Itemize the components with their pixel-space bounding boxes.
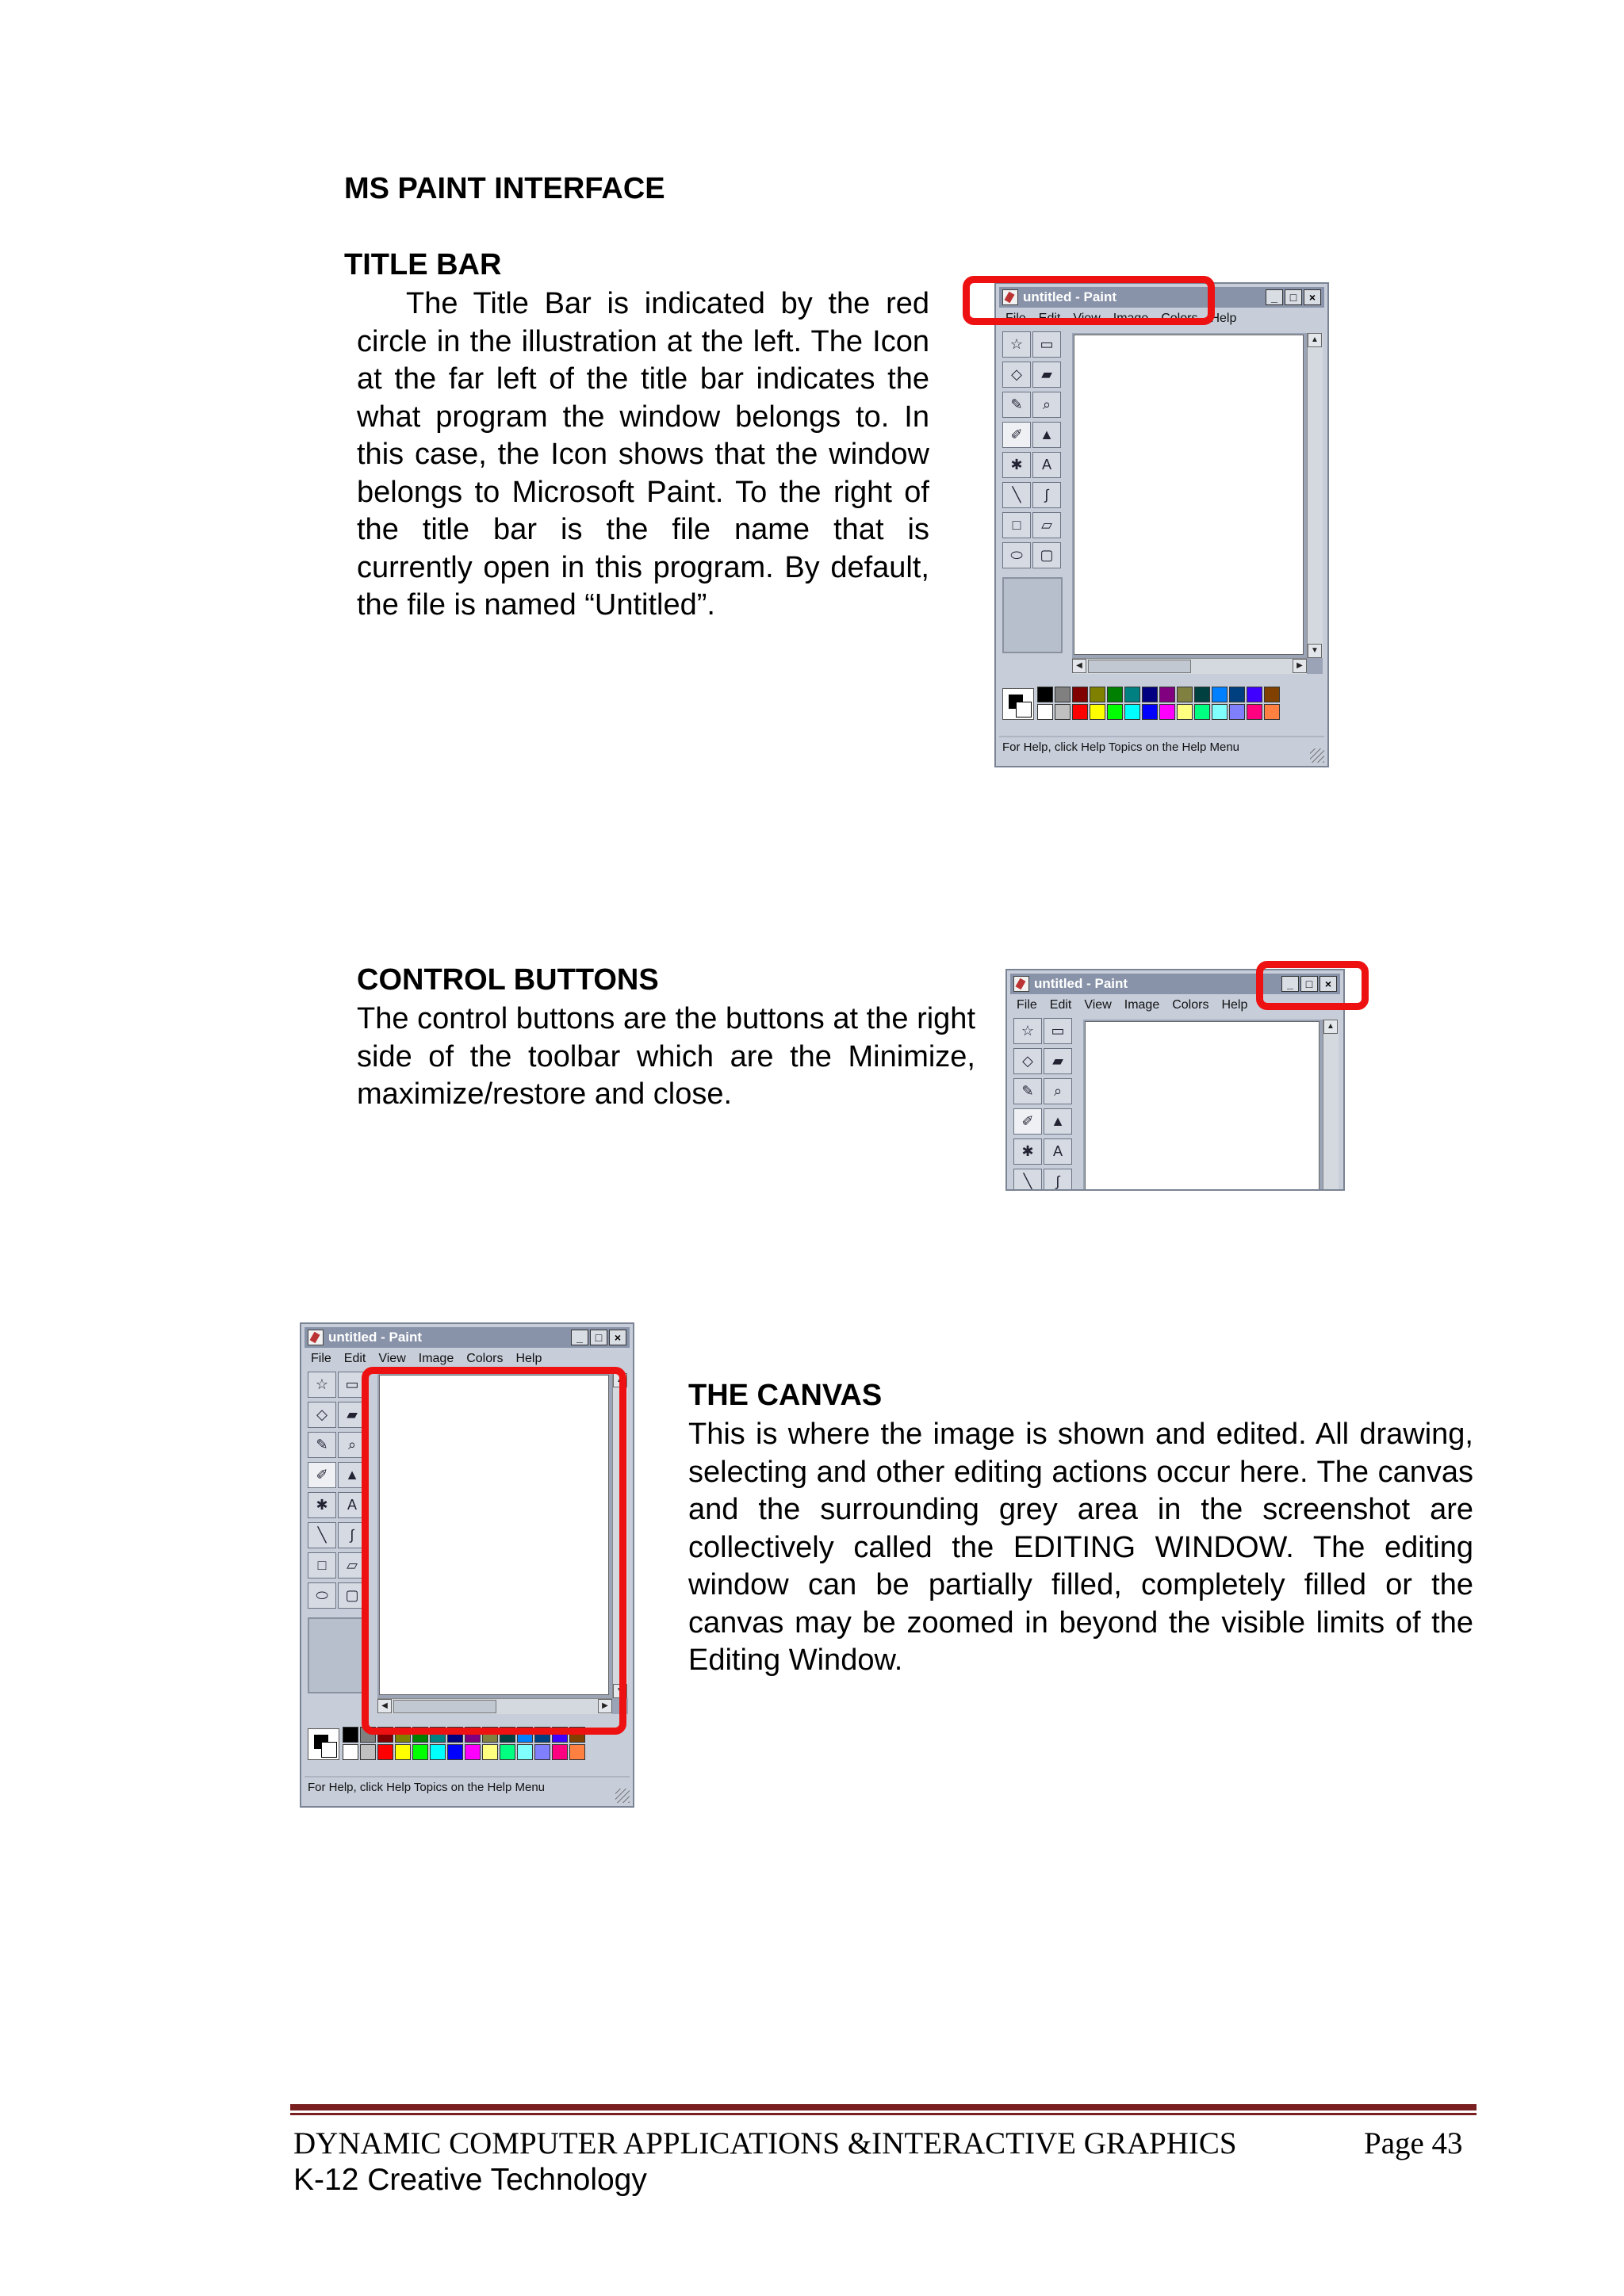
window-controls (1266, 289, 1321, 305)
menu-colors[interactable]: Colors (1161, 312, 1198, 325)
close-button[interactable]: × (1304, 289, 1321, 305)
menu-edit[interactable]: Edit (1049, 998, 1072, 1012)
palette-swatch[interactable] (1142, 687, 1158, 702)
line-tool-icon[interactable]: ╲ (1002, 482, 1031, 508)
eraser-tool-icon[interactable]: ◇ (1002, 362, 1031, 388)
canvas[interactable] (1085, 1021, 1320, 1191)
magnifier-tool-icon[interactable]: ⌕ (1044, 1078, 1072, 1104)
palette-swatch[interactable] (343, 1744, 358, 1760)
palette-swatch[interactable] (1159, 687, 1175, 702)
rect-select-tool-icon[interactable]: ▭ (1044, 1018, 1072, 1044)
status-bar (999, 736, 1324, 758)
control-buttons-description: The control buttons are the buttons at the right side of the toolbar which are the Minimize, maximize/restore and close. (357, 1002, 975, 1111)
editing-window (1083, 1020, 1339, 1191)
palette-swatch[interactable] (1212, 704, 1228, 720)
menu-colors[interactable]: Colors (466, 1352, 504, 1365)
editing-window (1072, 333, 1323, 674)
curve-tool-icon[interactable]: ∫ (1044, 1169, 1072, 1191)
fill-tool-icon[interactable]: ▰ (1044, 1048, 1072, 1074)
scroll-left-icon[interactable]: ◀ (1072, 659, 1086, 673)
menu-bar (999, 309, 1324, 328)
color-palette (1002, 685, 1320, 725)
line-tool-icon[interactable]: ╲ (308, 1522, 336, 1548)
palette-swatch[interactable] (482, 1744, 498, 1760)
palette-swatch[interactable] (1090, 704, 1105, 720)
menu-file[interactable]: File (1005, 312, 1026, 325)
airbrush-tool-icon[interactable]: ✱ (1013, 1138, 1042, 1165)
paint-app-icon (308, 1330, 324, 1345)
tool-options-box (1002, 577, 1063, 653)
palette-swatch[interactable] (1177, 704, 1193, 720)
polygon-tool-icon[interactable]: ▱ (338, 1552, 366, 1578)
palette-swatch[interactable] (534, 1727, 550, 1743)
palette-swatch[interactable] (1212, 687, 1228, 702)
palette-swatch[interactable] (447, 1727, 463, 1743)
airbrush-tool-icon[interactable]: ✱ (1002, 452, 1031, 478)
palette-swatch[interactable] (1247, 687, 1262, 702)
minimize-button[interactable]: _ (571, 1330, 588, 1345)
rectangle-tool-icon[interactable]: □ (308, 1552, 336, 1578)
palette-swatch[interactable] (1037, 704, 1053, 720)
palette-swatch[interactable] (1159, 704, 1175, 720)
polygon-tool-icon[interactable]: ▱ (1032, 512, 1061, 538)
palette-swatch[interactable] (1194, 687, 1210, 702)
palette-swatch[interactable] (1055, 704, 1071, 720)
window-title: untitled - Paint (328, 1330, 423, 1345)
color-picker-tool-icon[interactable]: ✎ (308, 1432, 336, 1458)
pencil-tool-icon[interactable]: ✐ (1002, 422, 1031, 448)
palette-swatch[interactable] (360, 1744, 376, 1760)
menu-image[interactable]: Image (1124, 998, 1160, 1012)
background-color (1016, 702, 1032, 718)
close-button[interactable]: × (609, 1330, 626, 1345)
current-colors[interactable] (1002, 688, 1034, 720)
eraser-tool-icon[interactable]: ◇ (1013, 1048, 1042, 1074)
palette-swatch[interactable] (534, 1744, 550, 1760)
menu-view[interactable]: View (1073, 312, 1101, 325)
text-tool-icon[interactable]: A (1032, 452, 1061, 478)
footer-rule-thick (290, 2104, 1477, 2110)
magnifier-tool-icon[interactable]: ⌕ (1032, 392, 1061, 418)
color-palette (308, 1725, 625, 1765)
vertical-scrollbar[interactable] (1307, 333, 1323, 658)
footer-course-title: DYNAMIC COMPUTER APPLICATIONS &INTERACTIVE GRAPHICS (293, 2126, 1237, 2160)
palette-swatch[interactable] (377, 1727, 393, 1743)
palette-swatch[interactable] (430, 1727, 446, 1743)
palette-swatch[interactable] (552, 1744, 568, 1760)
menu-help[interactable]: Help (1221, 998, 1248, 1012)
color-picker-tool-icon[interactable]: ✎ (1013, 1078, 1042, 1104)
scroll-thumb[interactable] (1088, 660, 1191, 673)
window-controls (571, 1330, 626, 1345)
maximize-button[interactable]: □ (590, 1330, 607, 1345)
curve-tool-icon[interactable]: ∫ (338, 1522, 366, 1548)
paint-window-screenshot-2 (1005, 969, 1345, 1191)
background-color (321, 1742, 337, 1758)
menu-image[interactable]: Image (1113, 312, 1149, 325)
menu-file[interactable]: File (311, 1352, 331, 1365)
palette-swatch[interactable] (1107, 704, 1123, 720)
palette-swatch[interactable] (343, 1727, 358, 1743)
footer-subtitle: K-12 Creative Technology (293, 2163, 647, 2197)
palette-swatch[interactable] (1124, 687, 1140, 702)
maximize-button[interactable]: □ (1285, 289, 1302, 305)
canvas-heading: THE CANVAS (688, 1379, 883, 1412)
status-bar (304, 1776, 630, 1798)
airbrush-tool-icon[interactable]: ✱ (308, 1492, 336, 1518)
palette-swatch[interactable] (1055, 687, 1071, 702)
page-title: MS PAINT INTERFACE (344, 172, 665, 205)
palette-swatch[interactable] (1072, 687, 1088, 702)
title-bar-heading: TITLE BAR (344, 248, 502, 281)
title-bar (304, 1327, 630, 1348)
window-title: untitled - Paint (1034, 976, 1128, 991)
palette-swatch[interactable] (377, 1744, 393, 1760)
control-buttons-heading: CONTROL BUTTONS (357, 963, 659, 997)
canvas[interactable] (1074, 335, 1304, 655)
palette-swatch[interactable] (517, 1727, 533, 1743)
close-button[interactable]: × (1320, 976, 1337, 992)
tool-options-box (308, 1617, 368, 1693)
palette-swatch[interactable] (1037, 687, 1053, 702)
menu-view[interactable]: View (1084, 998, 1112, 1012)
palette-swatch[interactable] (500, 1727, 515, 1743)
footer-page-number: Page 43 (1364, 2126, 1463, 2160)
resize-grip-icon[interactable] (615, 1789, 630, 1803)
window-title: untitled - Paint (1023, 289, 1117, 304)
palette-swatch[interactable] (395, 1727, 411, 1743)
scroll-up-icon[interactable]: ▲ (613, 1373, 627, 1387)
editing-window (377, 1373, 628, 1714)
title-bar-description: The Title Bar is indicated by the red circle in the illustration at the left. The Icon at the far left of the title bar indicates the what program the window belongs to. In this case, the Icon shows that the window belongs to Microsoft Paint. To the right of the title bar is the file name that is currently open in this program. By default, the file is named “Untitled”. (357, 287, 929, 622)
paint-app-icon (1013, 976, 1029, 992)
brush-tool-icon[interactable]: ▲ (1032, 422, 1061, 448)
scroll-up-icon[interactable]: ▲ (1323, 1020, 1338, 1034)
palette-swatch[interactable] (500, 1744, 515, 1760)
rect-select-tool-icon[interactable]: ▭ (338, 1372, 366, 1398)
palette-swatch[interactable] (1072, 704, 1088, 720)
scroll-down-icon[interactable]: ▼ (613, 1684, 627, 1698)
palette-swatch[interactable] (1264, 704, 1280, 720)
palette-swatch[interactable] (1194, 704, 1210, 720)
palette-swatch[interactable] (1142, 704, 1158, 720)
minimize-button[interactable]: _ (1266, 289, 1283, 305)
ellipse-tool-icon[interactable]: ⬭ (1002, 542, 1031, 568)
palette-swatch[interactable] (412, 1727, 428, 1743)
pencil-tool-icon[interactable]: ✐ (1013, 1108, 1042, 1135)
free-select-tool-icon[interactable]: ☆ (308, 1372, 336, 1398)
ellipse-tool-icon[interactable]: ⬭ (308, 1582, 336, 1609)
text-tool-icon[interactable]: A (338, 1492, 366, 1518)
scroll-right-icon[interactable]: ▶ (1293, 659, 1307, 673)
rect-select-tool-icon[interactable]: ▭ (1032, 331, 1061, 358)
canvas[interactable] (379, 1375, 609, 1695)
vertical-scrollbar[interactable] (1323, 1020, 1339, 1191)
window-controls (1281, 976, 1337, 992)
resize-grip-icon[interactable] (1310, 748, 1324, 763)
fill-tool-icon[interactable]: ▰ (1032, 362, 1061, 388)
palette-swatch[interactable] (465, 1744, 481, 1760)
fill-tool-icon[interactable]: ▰ (338, 1402, 366, 1428)
palette-swatch[interactable] (395, 1744, 411, 1760)
canvas-description: This is where the image is shown and edited. All drawing, selecting and other editing actions occur here. The canvas and the surrounding grey area in the screenshot are collectively called the EDITING WINDOW. The editing window can be partially filled, completely filled or the canvas may be zoomed in beyond the visible limits of the Editing Window. (688, 1418, 1473, 1677)
palette-swatch[interactable] (1177, 687, 1193, 702)
menu-edit[interactable]: Edit (343, 1352, 366, 1365)
palette-swatch[interactable] (1247, 704, 1262, 720)
palette-swatch[interactable] (1090, 687, 1105, 702)
free-select-tool-icon[interactable]: ☆ (1002, 331, 1031, 358)
menu-help[interactable]: Help (1210, 312, 1237, 325)
vertical-scrollbar[interactable] (612, 1373, 628, 1698)
menu-file[interactable]: File (1017, 998, 1037, 1012)
palette-swatch[interactable] (482, 1727, 498, 1743)
palette-swatch[interactable] (360, 1727, 376, 1743)
palette-swatch[interactable] (1229, 687, 1245, 702)
palette-swatch[interactable] (1264, 687, 1280, 702)
paint-window-screenshot-3 (300, 1322, 634, 1808)
line-tool-icon[interactable]: ╲ (1013, 1169, 1042, 1191)
free-select-tool-icon[interactable]: ☆ (1013, 1018, 1042, 1044)
palette-swatch[interactable] (569, 1744, 585, 1760)
magnifier-tool-icon[interactable]: ⌕ (338, 1432, 366, 1458)
menu-bar (304, 1349, 630, 1368)
menu-help[interactable]: Help (515, 1352, 542, 1365)
color-picker-tool-icon[interactable]: ✎ (1002, 392, 1031, 418)
minimize-button[interactable]: _ (1281, 976, 1299, 992)
scroll-up-icon[interactable]: ▲ (1308, 333, 1322, 347)
eraser-tool-icon[interactable]: ◇ (308, 1402, 336, 1428)
palette-swatch[interactable] (1124, 704, 1140, 720)
palette-swatch[interactable] (569, 1727, 585, 1743)
text-tool-icon[interactable]: A (1044, 1138, 1072, 1165)
status-text: For Help, click Help Topics on the Help Menu (308, 1781, 546, 1794)
palette-swatch[interactable] (465, 1727, 481, 1743)
scroll-right-icon[interactable]: ▶ (598, 1699, 612, 1713)
paint-app-icon (1002, 289, 1018, 305)
palette-swatch[interactable] (552, 1727, 568, 1743)
menu-edit[interactable]: Edit (1038, 312, 1061, 325)
brush-tool-icon[interactable]: ▲ (338, 1462, 366, 1488)
rounded-rect-tool-icon[interactable]: ▢ (338, 1582, 366, 1609)
rectangle-tool-icon[interactable]: □ (1002, 512, 1031, 538)
scroll-thumb[interactable] (393, 1700, 496, 1713)
maximize-button[interactable]: □ (1300, 976, 1318, 992)
scroll-left-icon[interactable]: ◀ (377, 1699, 392, 1713)
paint-window-screenshot-1 (994, 282, 1329, 767)
curve-tool-icon[interactable]: ∫ (1032, 482, 1061, 508)
palette-swatch[interactable] (430, 1744, 446, 1760)
horizontal-scrollbar[interactable] (377, 1698, 612, 1714)
palette-swatch[interactable] (447, 1744, 463, 1760)
status-text: For Help, click Help Topics on the Help Menu (1002, 740, 1240, 754)
footer-rule-thin (290, 2113, 1477, 2115)
scroll-down-icon[interactable]: ▼ (1308, 644, 1322, 658)
menu-view[interactable]: View (378, 1352, 406, 1365)
current-colors[interactable] (308, 1728, 339, 1760)
horizontal-scrollbar[interactable] (1072, 658, 1307, 674)
palette-swatch[interactable] (412, 1744, 428, 1760)
pencil-tool-icon[interactable]: ✐ (308, 1462, 336, 1488)
palette-swatch[interactable] (1107, 687, 1123, 702)
rounded-rect-tool-icon[interactable]: ▢ (1032, 542, 1061, 568)
menu-colors[interactable]: Colors (1172, 998, 1209, 1012)
palette-swatch[interactable] (1229, 704, 1245, 720)
brush-tool-icon[interactable]: ▲ (1044, 1108, 1072, 1135)
title-bar (999, 287, 1324, 308)
menu-image[interactable]: Image (418, 1352, 454, 1365)
palette-swatch[interactable] (517, 1744, 533, 1760)
menu-bar (1010, 996, 1340, 1015)
title-bar (1010, 974, 1340, 994)
